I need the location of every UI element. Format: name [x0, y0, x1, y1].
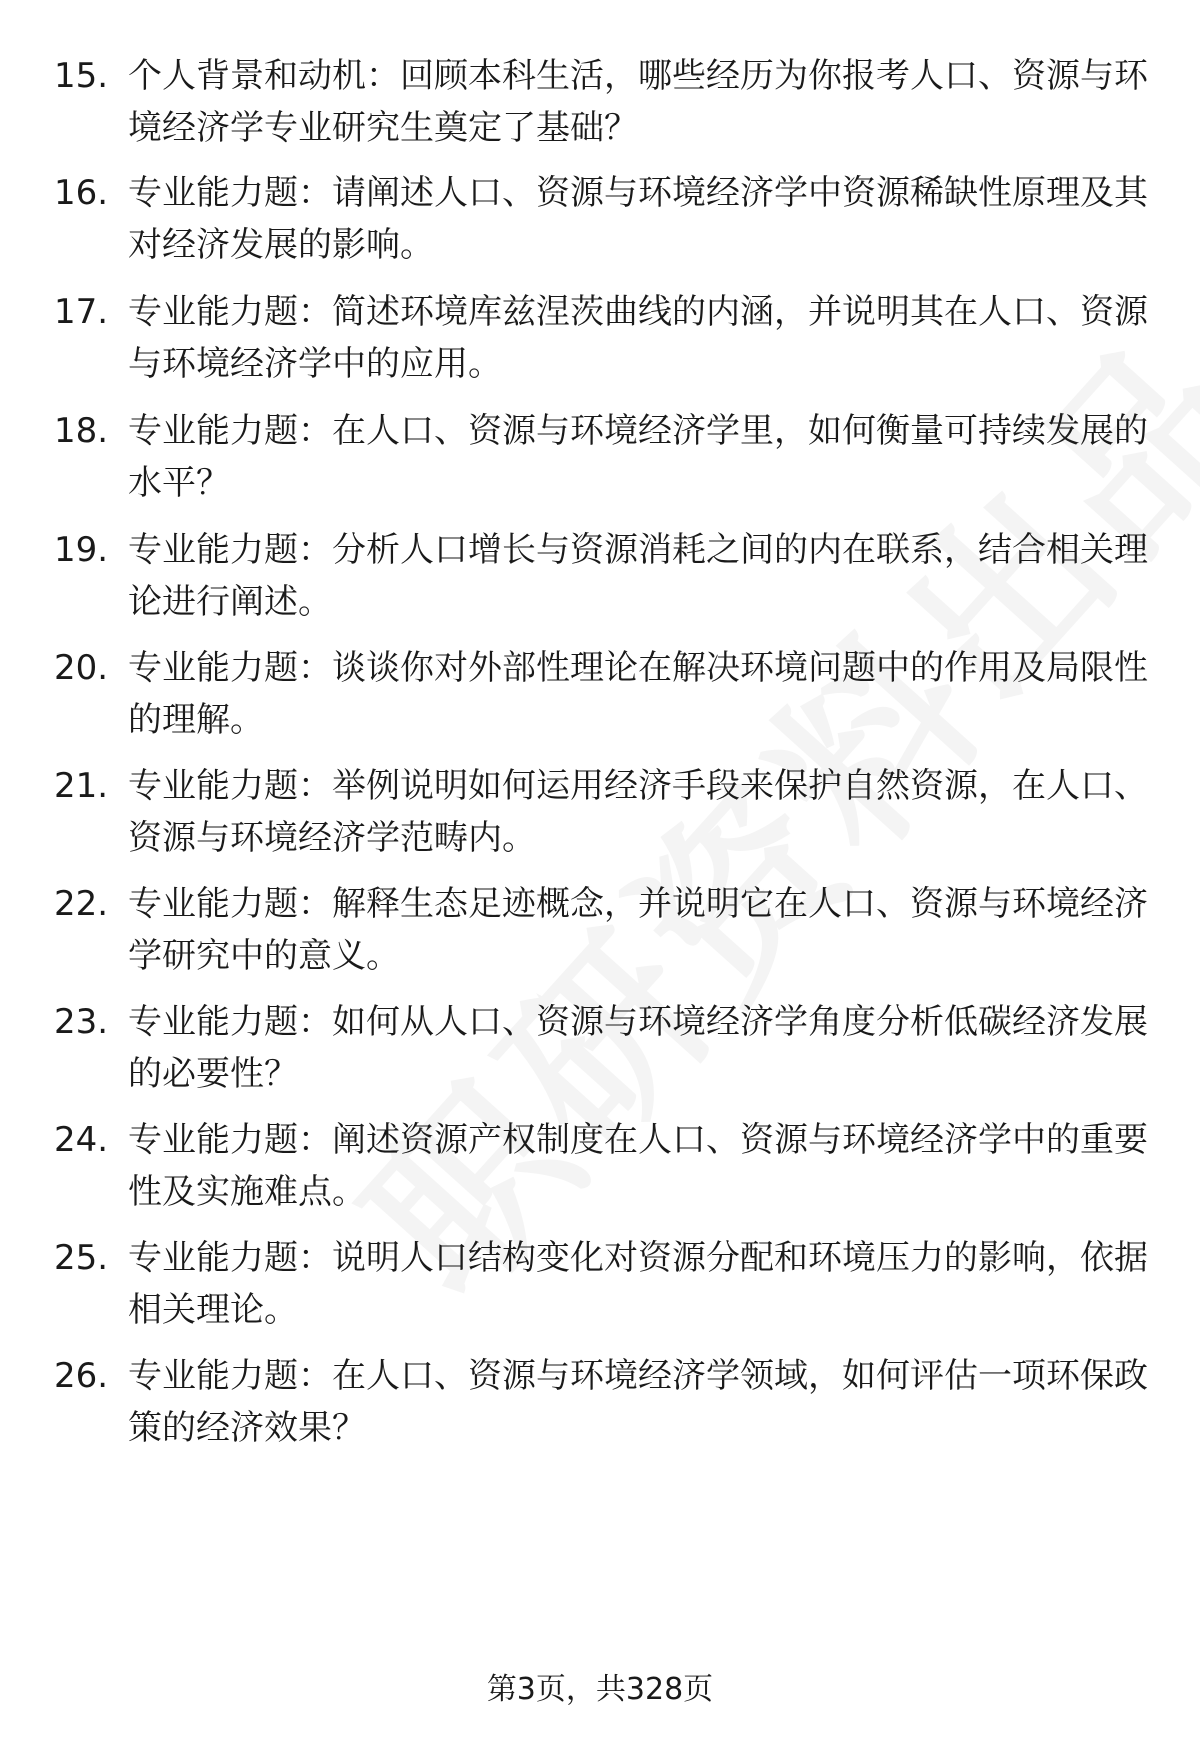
question-number: 16.	[54, 173, 109, 213]
question-number: 26.	[54, 1356, 109, 1396]
question-text: 专业能力题：在人口、资源与环境经济学领域，如何评估一项环保政策的经济效果？	[128, 1356, 1148, 1448]
question-text: 专业能力题：举例说明如何运用经济手段来保护自然资源，在人口、资源与环境经济学范畴内。	[128, 766, 1148, 858]
question-number: 15.	[54, 56, 109, 96]
question-text: 专业能力题：解释生态足迹概念，并说明它在人口、资源与环境经济学研究中的意义。	[128, 884, 1148, 976]
question-text: 专业能力题：分析人口增长与资源消耗之间的内在联系，结合相关理论进行阐述。	[128, 530, 1148, 622]
question-text: 个人背景和动机：回顾本科生活，哪些经历为你报考人口、资源与环境经济学专业研究生奠定了基础？	[128, 56, 1148, 148]
question-item	[0, 996, 1200, 1106]
question-item	[0, 1232, 1200, 1342]
question-item	[0, 405, 1200, 515]
question-item	[0, 286, 1200, 396]
question-item	[0, 167, 1200, 277]
question-item	[0, 1350, 1200, 1460]
question-text: 专业能力题：谈谈你对外部性理论在解决环境问题中的作用及局限性的理解。	[128, 648, 1148, 740]
question-number: 23.	[54, 1002, 109, 1042]
question-text: 专业能力题：简述环境库兹涅茨曲线的内涵，并说明其在人口、资源与环境经济学中的应用。	[128, 292, 1148, 384]
question-number: 19.	[54, 530, 109, 570]
question-text: 专业能力题：说明人口结构变化对资源分配和环境压力的影响，依据相关理论。	[128, 1238, 1148, 1330]
page-number-footer: 第3页，共328页	[486, 1672, 714, 1707]
question-number: 20.	[54, 648, 109, 688]
question-item	[0, 878, 1200, 988]
question-number: 22.	[54, 884, 109, 924]
question-item	[0, 642, 1200, 752]
question-number: 21.	[54, 766, 109, 806]
question-number: 25.	[54, 1238, 109, 1278]
question-text: 专业能力题：在人口、资源与环境经济学里，如何衡量可持续发展的水平？	[128, 411, 1148, 503]
question-number: 18.	[54, 411, 109, 451]
question-text: 专业能力题：如何从人口、资源与环境经济学角度分析低碳经济发展的必要性？	[128, 1002, 1148, 1094]
question-item	[0, 524, 1200, 634]
question-item	[0, 1114, 1200, 1224]
question-item	[0, 760, 1200, 870]
question-text: 专业能力题：阐述资源产权制度在人口、资源与环境经济学中的重要性及实施难点。	[128, 1120, 1148, 1212]
question-item	[0, 50, 1200, 160]
question-number: 17.	[54, 292, 109, 332]
question-text: 专业能力题：请阐述人口、资源与环境经济学中资源稀缺性原理及其对经济发展的影响。	[128, 173, 1148, 265]
question-number: 24.	[54, 1120, 109, 1160]
